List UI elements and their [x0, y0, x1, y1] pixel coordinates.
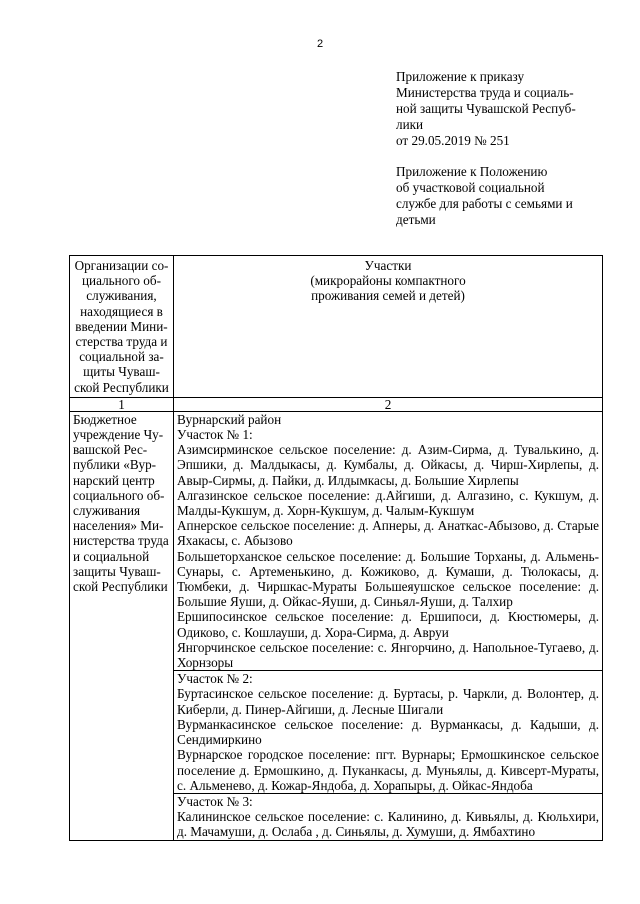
organization-line: учреждение Чу-: [73, 427, 164, 443]
header-line: стерства труда и: [75, 334, 168, 350]
header-districts: [174, 256, 603, 398]
header-line: служивания,: [86, 288, 157, 304]
organization-line: публики «Вур-: [73, 457, 157, 473]
settlement-paragraph: Алгазинское сельское поселение: д.Айгиши, д. Алгазино, с. Кукшум, д. Малды-Кукшум, д. Хорн-Кукшум, д. Чалым-Кукшум: [177, 487, 599, 519]
settlement-paragraph: Калининское сельское поселение: с. Калинино, д. Кивьялы, д. Кюльхири, д. Мачамуши, д. Ослаба , д. Синьялы, д. Хумуши, д. Ямбахтино: [177, 809, 599, 840]
section-title: Участок № 1:: [177, 427, 253, 443]
appendix-line: Министерства труда и социаль-: [396, 85, 574, 100]
settlement-paragraph: Ершипосинское сельское поселение: д. Ершипоси, д. Кюстюмеры, д. Одиково, с. Кошлауши, д. Хора-Сирма, д. Авруи: [177, 609, 599, 640]
district-title: Вурнарский район: [177, 411, 282, 427]
appendix-line: службе для работы с семьями и: [396, 196, 573, 211]
settlement-paragraph: Апнерское сельское поселение: д. Апнеры, д. Анаткас-Абызово, д. Старые Яхакасы, с. Абызово: [177, 518, 599, 549]
organization-line: и социальной: [73, 548, 150, 564]
header-line: (микрорайоны компактного: [310, 273, 466, 289]
section-cell-2: [174, 671, 603, 794]
organization-line: социального об-: [73, 487, 165, 503]
section-cell-3: [174, 793, 603, 840]
organization-line: ской Республики: [73, 579, 168, 595]
settlement-paragraph: Буртасинское сельское поселение: д. Буртасы, р. Чаркли, д. Волонтер, д. Киберли, д. Пинер-Айгиши, д. Лесные Шигали: [177, 686, 599, 717]
appendix-line: лики: [396, 117, 424, 132]
header-line: ской Республики: [74, 379, 169, 395]
header-line: щиты Чуваш-: [83, 364, 160, 380]
settlement-paragraph: Большеторханское сельское поселение: д. Большие Торханы, д. Альмень-Сунары, с. Артеменькино, д. Кожиково, д. Кумаши, д. Тюлокасы, д. Тюмбеки, д. Чиршкас-Мураты Большеяушское сельское поселение: д. Большие Яуши, д. Ойкас-Яуши, д. Синьял-Яуши, д. Талхир: [177, 548, 599, 610]
appendix-line: Приложение к Положению: [396, 164, 548, 179]
appendix-line: от 29.05.2019 № 251: [396, 133, 510, 148]
organization-line: населения» Ми-: [73, 518, 164, 534]
header-line: Организации со-: [74, 258, 169, 273]
table-number-row: [70, 397, 603, 411]
settlement-paragraph: Вурнарское городское поселение: пгт. Вурнары; Ермошкинское сельское поселение д. Ермошкино, д. Пуканкасы, д. Муньялы, д. Кивсерт-Мураты, с. Альменево, д. Кожар-Яндоба, д. Хорапыры, д. Ойкас-Яндоба: [177, 747, 599, 793]
appendix-line: об участковой социальной: [396, 180, 545, 195]
organization-cell: [70, 411, 174, 840]
header-line: проживания семей и детей): [311, 288, 465, 304]
organization-line: Бюджетное: [73, 411, 137, 427]
section-title: Участок № 3:: [177, 793, 253, 809]
header-line: Участки: [364, 258, 412, 273]
header-line: циального об-: [82, 273, 161, 289]
header-line: введении Мини-: [75, 318, 168, 334]
settlement-paragraph: Янгорчинское сельское поселение: с. Янгорчино, д. Напольное-Тугаево, д. Хорнзоры: [177, 639, 599, 671]
header-line: социальной за-: [79, 349, 164, 365]
settlement-paragraph: Вурманкасинское сельское поселение: д. Вурманкасы, д. Кадыши, д. Сендимиркино: [177, 716, 599, 748]
organization-line: служивания: [73, 503, 141, 519]
organization-line: вашской Рес-: [73, 442, 148, 458]
page-number: 2: [316, 38, 324, 50]
organization-line: защиты Чуваш-: [73, 563, 161, 579]
appendix-line: детьми: [396, 212, 436, 227]
appendix-order-block: [396, 69, 596, 149]
settlement-paragraph: Азимсирминское сельское поселение: д. Азим-Сирма, д. Тувалькино, д. Эпшики, д. Малдыкасы, д. Кумбалы, д. Ойкасы, д. Чирш-Хирлепы, д. Авыр-Сирмы, д. Пайки, д. Илдымкасы, д. Большие Хирлепы: [177, 442, 599, 488]
organization-line: нарский центр: [73, 472, 155, 488]
column-number: 1: [70, 397, 174, 411]
table-header-row: [70, 256, 603, 398]
header-organizations: [70, 256, 174, 398]
column-number: 2: [174, 397, 603, 411]
header-line: находящиеся в: [80, 303, 163, 319]
appendix-line: ной защиты Чувашской Респуб-: [396, 101, 576, 116]
section-cell-1: [174, 411, 603, 670]
appendix-regulation-block: [396, 164, 596, 228]
table-row: [70, 411, 603, 670]
districts-table: [69, 255, 603, 841]
organization-line: нистерства труда: [73, 533, 169, 549]
appendix-line: Приложение к приказу: [396, 69, 525, 84]
section-title: Участок № 2:: [177, 671, 253, 687]
